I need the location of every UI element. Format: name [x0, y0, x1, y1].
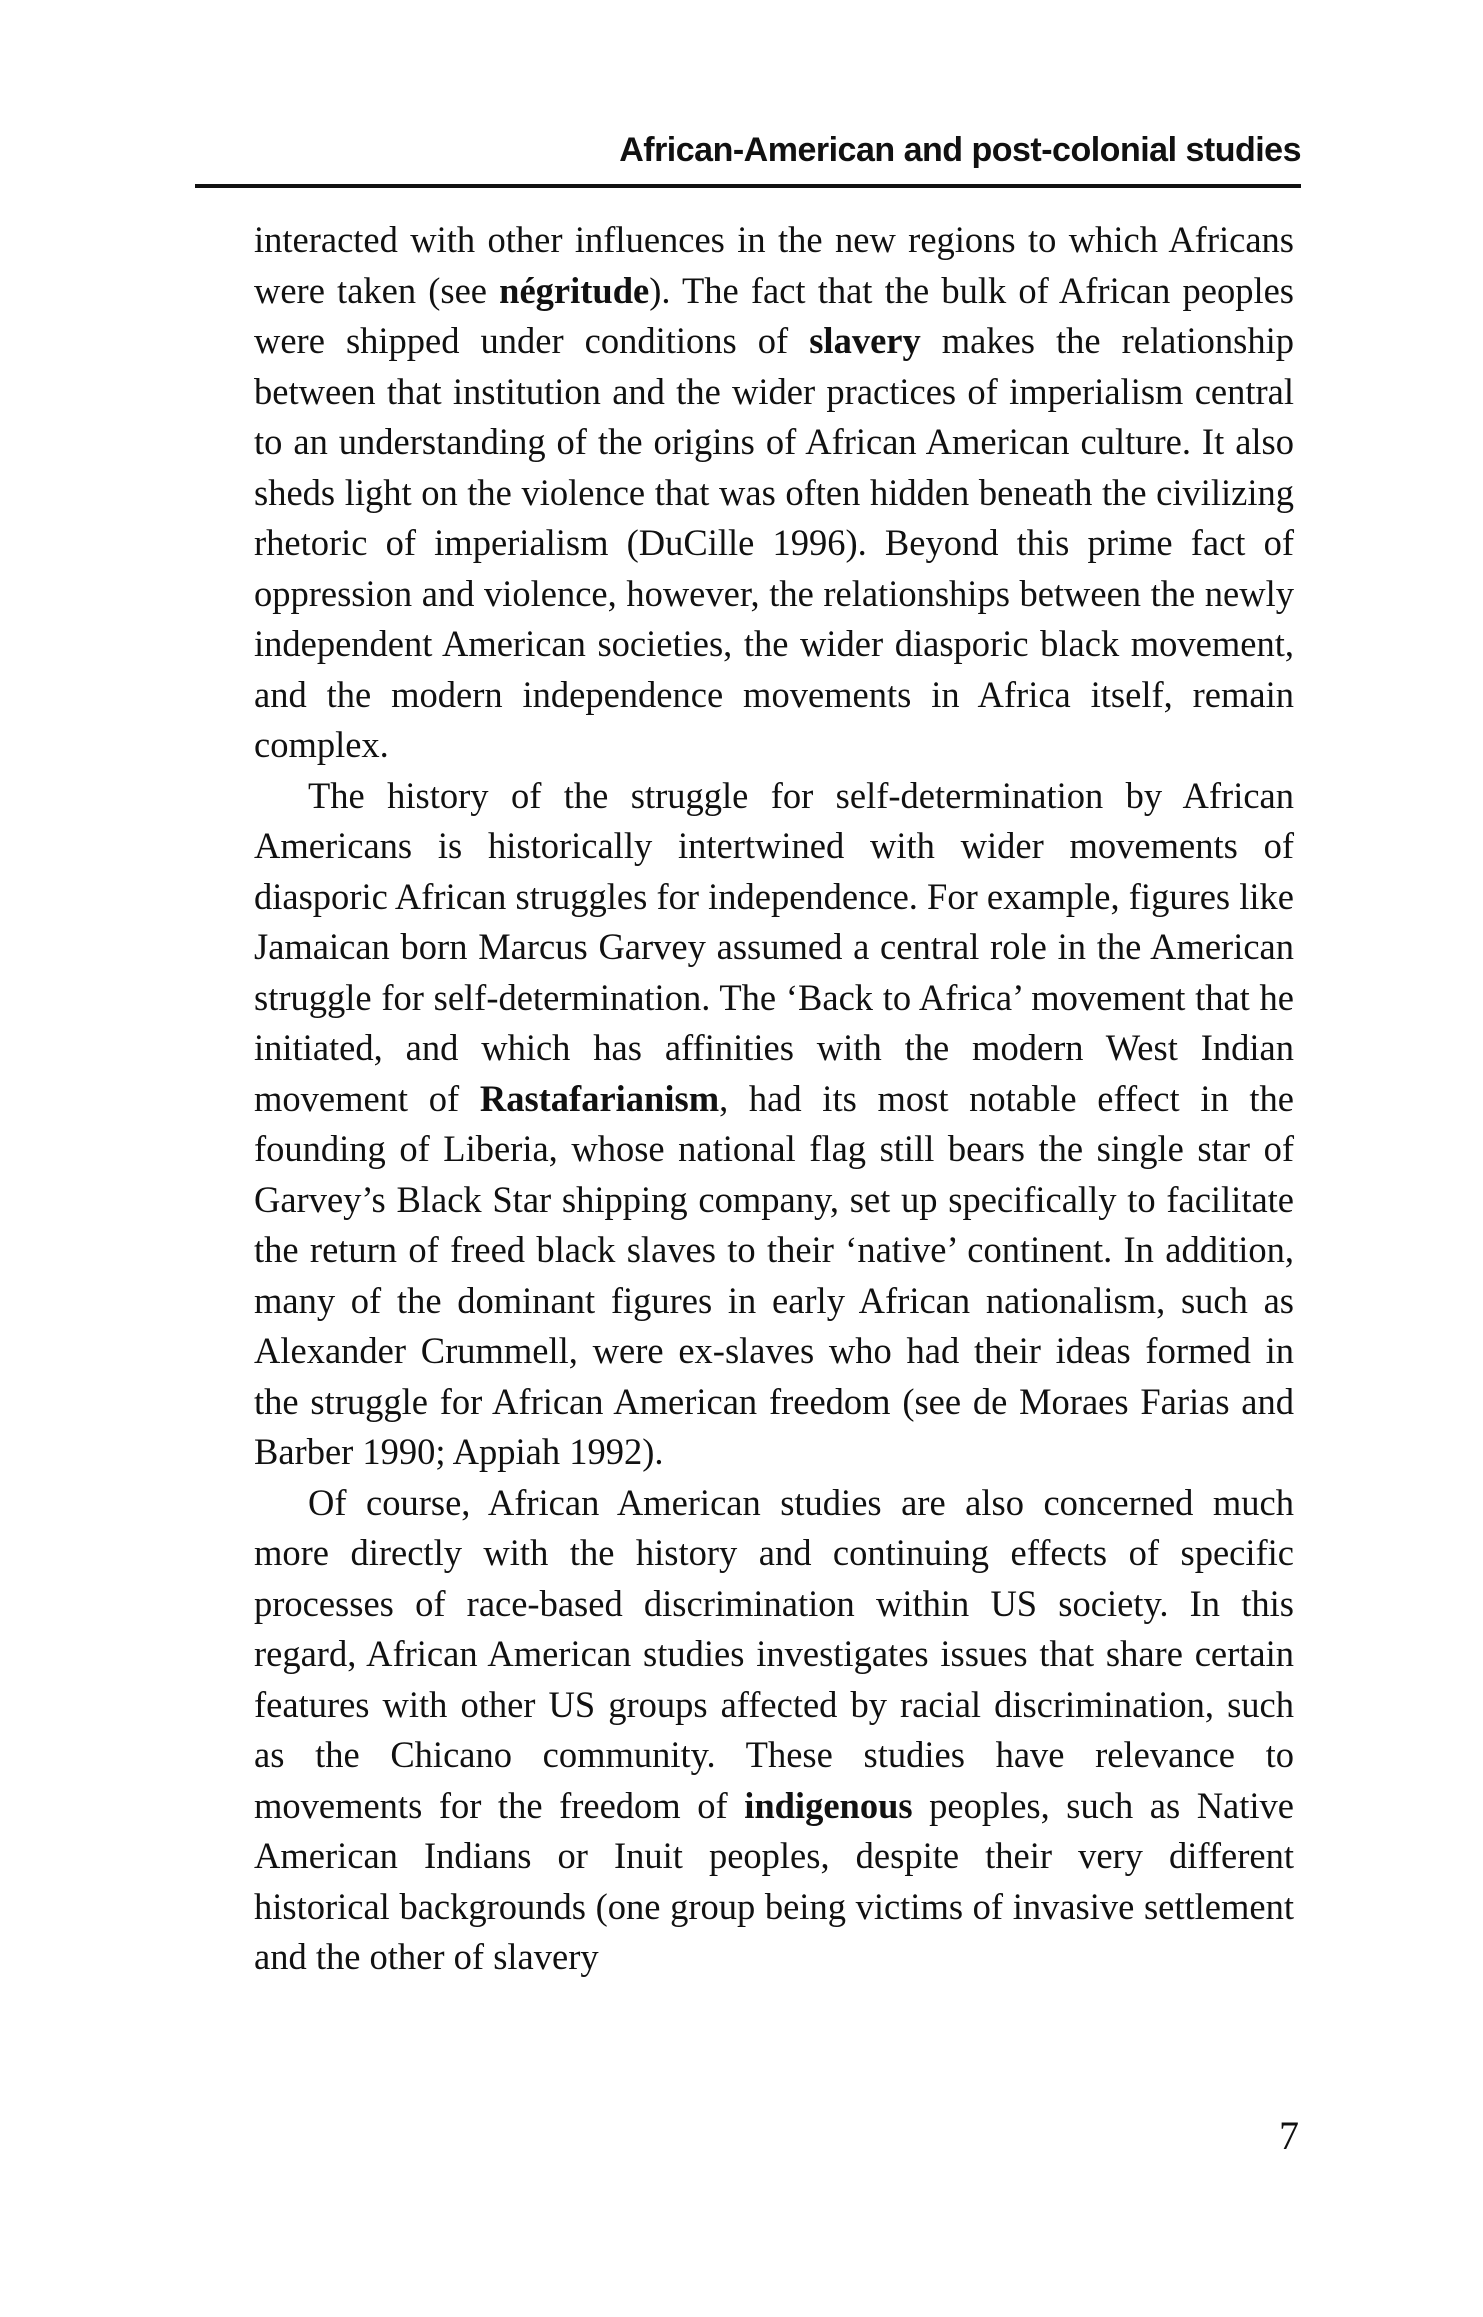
cross-reference-rastafarianism: Rastafarianism	[479, 1077, 720, 1119]
paragraph-1-text-3: makes the relationship between that institution and the wider practices of imperialism central to an understanding of the origins of African American culture. It also sheds light on the violence that was often hidden beneath the civilizing rhetoric of imperialism (DuCille 1996). Beyond this prime fact of oppression and violence, however, the relationships between the newly independent American societies, the wider diasporic black movement, and the modern independence movements in Africa itself, remain complex.	[254, 320, 1294, 765]
page-number: 7	[1279, 2113, 1299, 2158]
paragraph-1-text-2: ). The fact that the bulk of African peoples were shipped under conditions of	[254, 269, 1294, 361]
paragraph-2	[254, 771, 1294, 1478]
cross-reference-negritude: négritude	[499, 269, 650, 311]
paragraph-1	[254, 215, 1294, 771]
running-head-title: African-American and post-colonial studies	[619, 131, 1301, 169]
running-head	[195, 128, 1301, 188]
paragraph-3	[254, 1478, 1294, 1983]
paragraph-3-text-1: Of course, African American studies are also concerned much more directly with the history and continuing effects of specific processes of race-based discrimination within US society. In this regard, African American studies investigates issues that share certain features with other US groups affected by racial discrimination, such as the Chicano community. These studies have relevance to movements for the freedom of	[254, 1481, 1294, 1826]
paragraph-3-text-2: peoples, such as Native American Indians or Inuit peoples, despite their very different historical backgrounds (one group being victims of invasive settlement and the other of slavery	[254, 1784, 1294, 1977]
cross-reference-indigenous: indigenous	[744, 1784, 913, 1826]
paragraph-2-text-1: The history of the struggle for self-determination by African Americans is historically intertwined with wider movements of diasporic African struggles for independence. For example, figures like Jamaican born Marcus Garvey assumed a central role in the American struggle for self-determination. The ‘Back to Africa’ movement that he initiated, and which has affinities with the modern West Indian movement of	[254, 774, 1294, 1119]
body-text	[254, 215, 1294, 1983]
cross-reference-slavery: slavery	[809, 320, 921, 361]
paragraph-2-text-2: , had its most notable effect in the founding of Liberia, whose national flag still bears the single star of Garvey’s Black Star shipping company, set up specifically to facilitate the return of freed black slaves to their ‘native’ continent. In addition, many of the dominant figures in early African nationalism, such as Alexander Crummell, were ex-slaves who had their ideas formed in the struggle for African American freedom (see de Moraes Farias and Barber 1990; Appiah 1992).	[254, 1077, 1294, 1472]
paragraph-1-text-1: interacted with other influences in the new regions to which Africans were taken (see	[254, 219, 1294, 311]
